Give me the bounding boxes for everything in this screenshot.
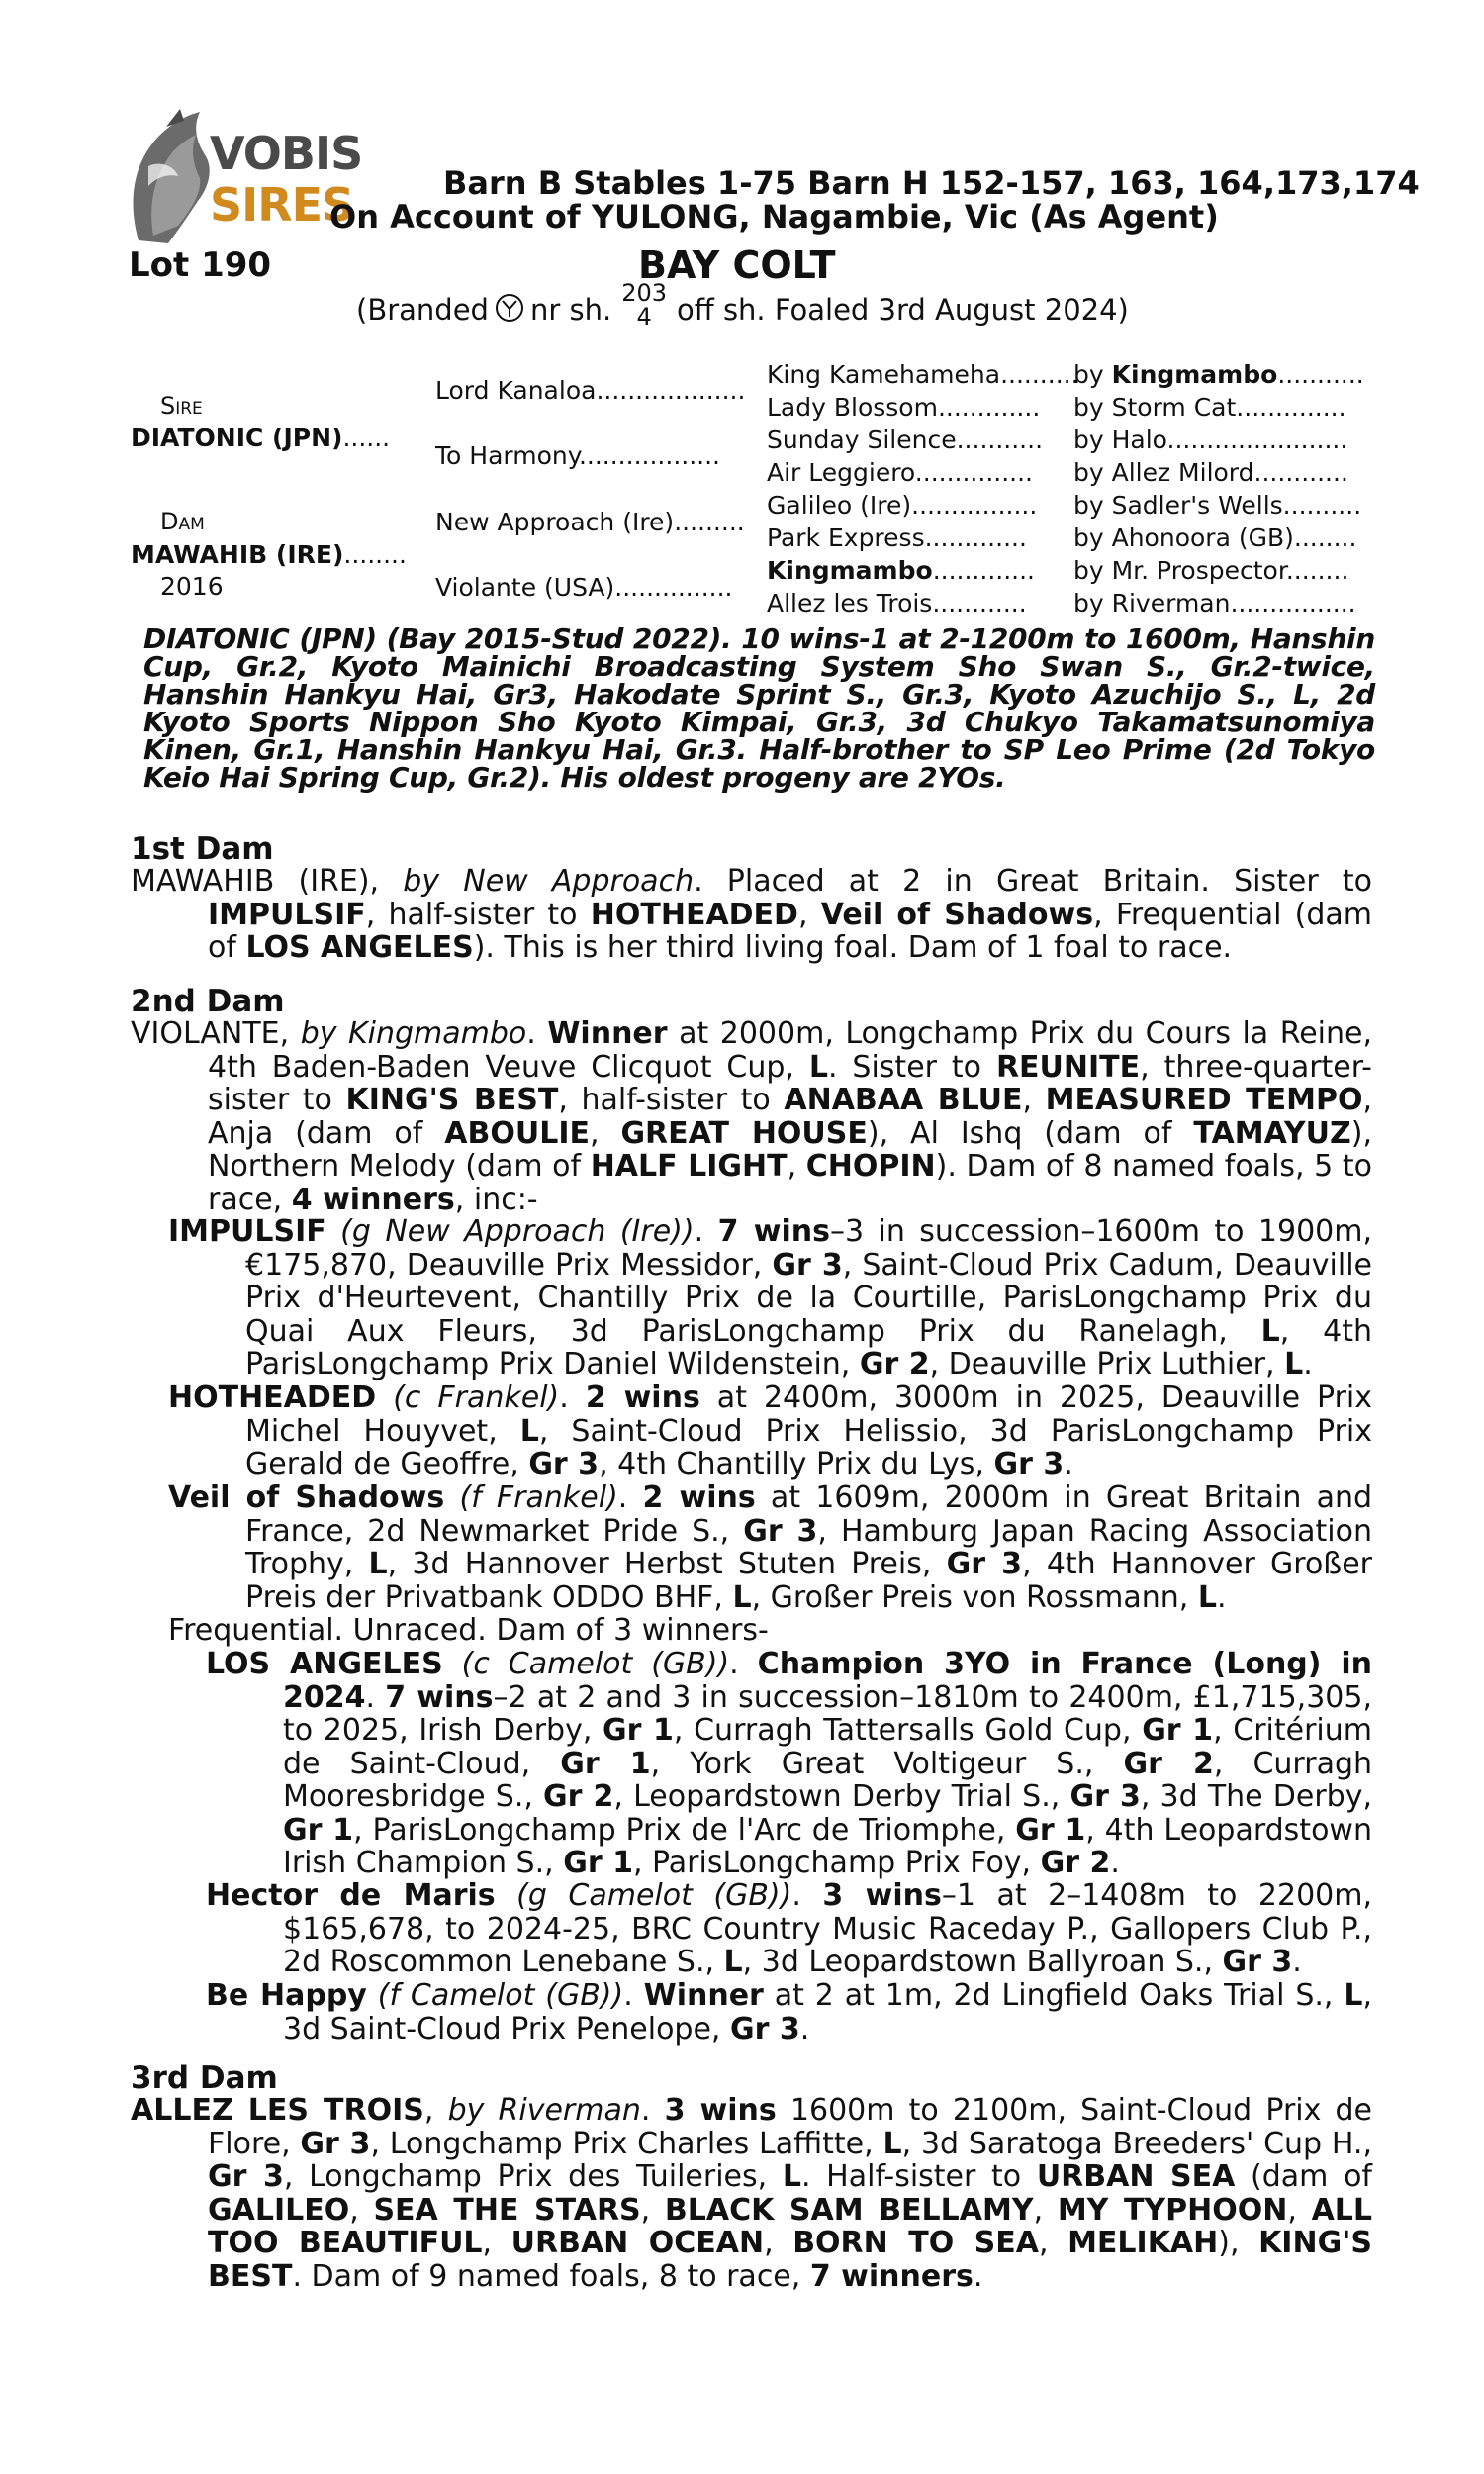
gen3-name: King Kamehameha.......... [767,360,1079,389]
gen2-sire-sire: Lord Kanaloa................... [435,376,746,405]
brand-fraction [621,281,667,329]
third-dam-paragraph: ALLEZ LES TROIS, by Riverman. 3 wins 1600m to 2100m, Saint-Cloud Prix de Flore, Gr 3, Longchamp Prix Charles Laffitte, L, 3d Saratoga Breeders' Cup H., Gr 3, Longchamp Prix des Tuileries, L. Half-sister to URBAN SEA (dam of GALILEO, SEA THE STARS, BLACK SAM BELLAMY, MY TYPHOON, ALL TOO BEAUTIFUL, URBAN OCEAN, BORN TO SEA, MELIKAH), KING'S BEST. Dam of 9 named foals, 8 to race, 7 winners. [131,2093,1373,2294]
logo-text-vobis: VOBIS [210,127,363,180]
vendor-account: On Account of YULONG, Nagambie, Vic (As Agent) [329,198,1219,236]
brand-denominator: 4 [636,303,652,331]
second-dam-title: 2nd Dam [131,984,285,1019]
brand-off-foaled: off sh. Foaled 3rd August 2024) [677,293,1129,327]
progeny-impulsif: IMPULSIF (g New Approach (Ire)). 7 wins–3 in succession–1600m to 1900m, €175,870, Deauville Prix Messidor, Gr 3, Saint-Cloud Prix Cadum, Deauville Prix d'Heurtevent, Chantilly Prix de la Courtille, ParisLongchamp Prix du Quai Aux Fleurs, 3d ParisLongchamp Prix du Ranelagh, L, 4th ParisLongchamp Prix Daniel Wildenstein, Gr 2, Deauville Prix Luthier, L. [168,1214,1373,1381]
gen3-by: by Halo....................... [1073,426,1348,454]
brand-numerator: 203 [621,279,667,307]
progeny-los-angeles: LOS ANGELES (c Camelot (GB)). Champion 3YO in France (Long) in 2024. 7 wins–2 at 2 and 3 in succession–1810m to 2400m, £1,715,305, to 2025, Irish Derby, Gr 1, Curragh Tattersalls Gold Cup, Gr 1, Critérium de Saint-Cloud, Gr 1, York Great Voltigeur S., Gr 2, Curragh Mooresbridge S., Gr 2, Leopardstown Derby Trial S., Gr 3, 3d The Derby, Gr 1, ParisLongchamp Prix de l'Arc de Triomphe, Gr 1, 4th Leopardstown Irish Champion S., Gr 1, ParisLongchamp Prix Foy, Gr 2. [206,1647,1373,1880]
gen3-name: Air Leggiero............... [767,458,1033,487]
gen3-by: by Riverman................ [1073,589,1356,618]
pedigree-dam: MAWAHIB (IRE)........ [131,540,407,569]
second-dam-paragraph: VIOLANTE, by Kingmambo. Winner at 2000m, Longchamp Prix du Cours la Reine, 4th Baden-Baden Veuve Clicquot Cup, L. Sister to REUNITE, three-quarter-sister to KING'S BEST, half-sister to ANABAA BLUE, MEASURED TEMPO, Anja (dam of ABOULIE, GREAT HOUSE), Al Ishq (dam of TAMAYUZ), Northern Melody (dam of HALF LIGHT, CHOPIN). Dam of 8 named foals, 5 to race, 4 winners, inc:- [131,1016,1373,1217]
progeny-be-happy: Be Happy (f Camelot (GB)). Winner at 2 at 1m, 2d Lingfield Oaks Trial S., L, 3d Saint-Cloud Prix Penelope, Gr 3. [206,1978,1372,2046]
progeny-hotheaded: HOTHEADED (c Frankel). 2 wins at 2400m, 3000m in 2025, Deauville Prix Michel Houyvet, L, Saint-Cloud Prix Helissio, 3d ParisLongchamp Prix Gerald de Geoffre, Gr 3, 4th Chantilly Prix du Lys, Gr 3. [168,1380,1373,1481]
sire-label: Sire [160,392,203,420]
gen3-by: by Allez Milord............ [1073,458,1348,487]
logo-text-sires: SIRES [210,178,354,232]
pedigree-sire: DIATONIC (JPN)...... [131,424,391,452]
gen3-by: by Mr. Prospector........ [1073,556,1349,585]
brand-symbol-icon [495,293,524,323]
gen3-by: by Storm Cat.............. [1073,393,1346,422]
third-dam-title: 3rd Dam [131,2060,278,2096]
brand-line [356,279,1129,331]
first-dam-title: 1st Dam [131,831,274,867]
dam-foal-year: 2016 [160,572,224,601]
gen3-name: Sunday Silence........... [767,426,1044,454]
dam-label: Dam [160,508,205,535]
gen3-name: Kingmambo............. [767,556,1035,585]
gen3-by: by Sadler's Wells.......... [1073,491,1362,520]
lot-title: BAY COLT [638,243,836,287]
brand-near: nr sh. [529,293,612,327]
gen3-name: Lady Blossom............. [767,393,1041,422]
progeny-veil-of-shadows: Veil of Shadows (f Frankel). 2 wins at 1609m, 2000m in Great Britain and France, 2d Newmarket Pride S., Gr 3, Hamburg Japan Racing Association Trophy, L, 3d Hannover Herbst Stuten Preis, Gr 3, 4th Hannover Großer Preis der Privatbank ODDO BHF, L, Großer Preis von Rossmann, L. [168,1480,1373,1615]
lot-number: Lot 190 [129,245,272,285]
brand-prefix: (Branded [356,293,489,327]
progeny-hector-de-maris: Hector de Maris (g Camelot (GB)). 3 wins–1 at 2–1408m to 2200m, $165,678, to 2024-25, BRC Country Music Raceday P., Gallopers Club P., 2d Roscommon Lenebane S., L, 3d Leopardstown Ballyroan S., Gr 3. [206,1878,1373,1979]
gen2-dam-sire: New Approach (Ire)......... [435,508,745,536]
gen3-name: Park Express............. [767,523,1027,552]
gen3-by: by Ahonoora (GB)........ [1073,523,1357,552]
gen3-by: by Kingmambo........... [1073,360,1364,389]
gen2-sire-dam: To Harmony.................. [435,441,720,470]
sire-summary: DIATONIC (JPN) (Bay 2015-Stud 2022). 10 wins-1 at 2-1200m to 1600m, Hanshin Cup, Gr.2, Kyoto Mainichi Broadcasting System Sho Swan S., Gr.2-twice, Hanshin Hankyu Hai, Gr3, Hakodate Sprint S., Gr.3, Kyoto Azuchijo S., L, 2d Kyoto Sports Nippon Sho Kyoto Kimpai, Gr.3, 3d Chukyo Takamatsunomiya Kinen, Gr.1, Hanshin Hankyu Hai, Gr.3. Half-brother to SP Leo Prime (2d Tokyo Keio Hai Spring Cup, Gr.2). His oldest progeny are 2YOs. [143,622,1375,794]
gen3-name: Allez les Trois............ [767,589,1027,618]
first-dam-paragraph: MAWAHIB (IRE), by New Approach. Placed at 2 in Great Britain. Sister to IMPULSIF, half-sister to HOTHEADED, Veil of Shadows, Frequential (dam of LOS ANGELES). This is her third living foal. Dam of 1 foal to race. [131,864,1373,965]
progeny-frequential: Frequential. Unraced. Dam of 3 winners- [168,1613,769,1648]
gen3-name: Galileo (Ire)................ [767,491,1038,520]
gen2-dam-dam: Violante (USA)............... [435,573,733,602]
barn-location: Barn B Stables 1-75 Barn H 152-157, 163, 164,173,174 [443,164,1420,202]
